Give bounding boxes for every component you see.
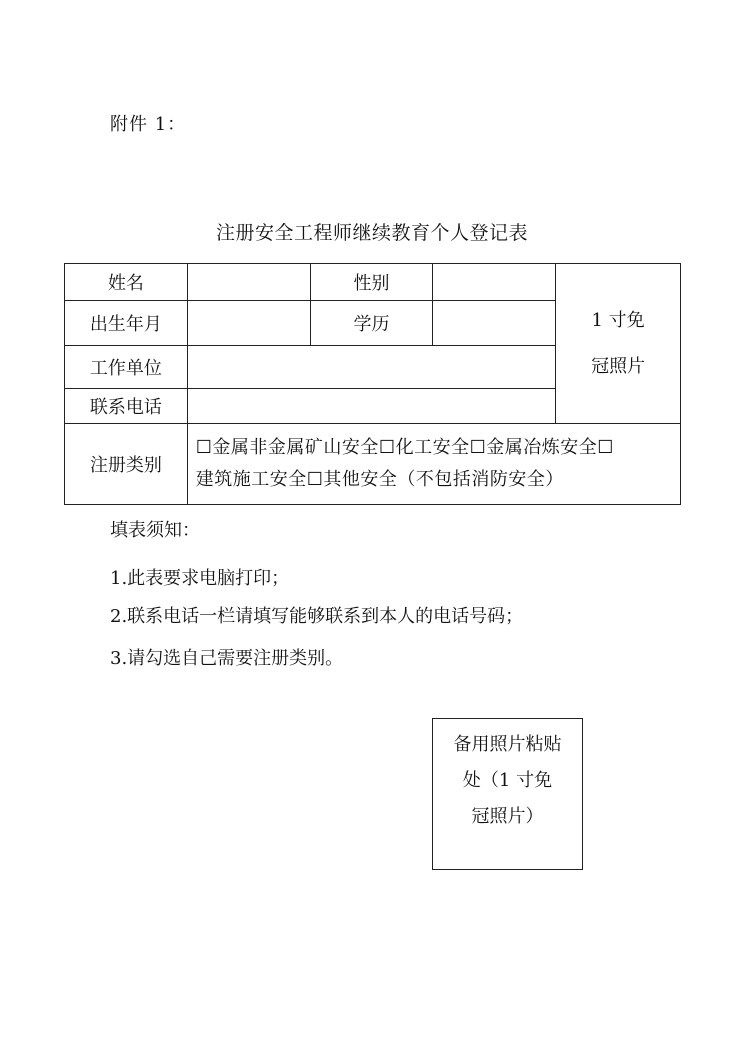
registration-table [64,263,681,505]
name-value-cell [187,264,310,301]
photo-text-line: 冠照片 [591,355,646,377]
gender-label: 性别 [310,264,433,301]
category-label: 注册类别 [65,424,188,505]
backup-photo-text-line: 处（1 寸免 [462,770,553,791]
birth-label: 出生年月 [65,301,188,346]
backup-photo-text-line: 备用照片粘贴 [453,734,562,755]
education-value-cell [433,301,556,346]
note-item: 1.此表要求电脑打印； [110,568,290,589]
name-label: 姓名 [65,264,188,301]
category-options-line: ☐金属非金属矿山安全☐化工安全☐金属冶炼安全☐ [195,437,614,458]
table-row [65,424,681,505]
phone-label: 联系电话 [65,389,188,424]
phone-value-cell [187,389,555,424]
attachment-label: 附件 1： [110,114,187,135]
employer-label: 工作单位 [65,346,188,389]
backup-photo-text-line: 冠照片） [471,806,544,827]
table-row [65,264,681,301]
note-item: 2.联系电话一栏请填写能够联系到本人的电话号码； [110,606,524,627]
gender-value-cell [433,264,556,301]
category-options-cell [187,424,680,505]
notes-title: 填表须知： [110,520,200,541]
note-item: 3.请勾选自己需要注册类别。 [110,648,344,669]
document-title: 注册安全工程师继续教育个人登记表 [215,222,528,244]
category-options-line: 建筑施工安全☐其他安全（不包括消防安全） [195,469,564,490]
employer-value-cell [187,346,555,389]
birth-value-cell [187,301,310,346]
education-label: 学历 [310,301,433,346]
photo-cell [556,264,681,424]
backup-photo-box [432,718,583,870]
photo-text-line: 1 寸免 [591,309,645,331]
